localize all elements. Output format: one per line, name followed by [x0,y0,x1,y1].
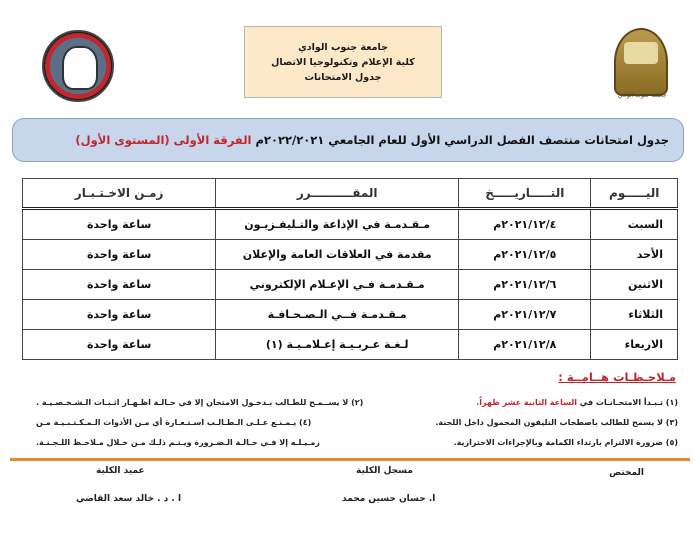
row-day: الاربعاء [591,330,678,360]
media-faculty-logo [42,30,114,102]
row-day: الثلاثاء [591,300,678,330]
dean-label: عميد الكلية [96,466,145,476]
university-logo [614,28,668,96]
row-course: لـغـة عـربـيـة إعـلامـيـة (١) [216,330,459,360]
specialist-label: المختص [609,468,644,478]
registrar-name: ا. حسان حسين محمد [342,494,436,504]
row-date: ٢٠٢١/١٢/٨م [459,330,591,360]
row-day: السبت [591,209,678,240]
schedule-title [12,118,684,162]
dean-name: ا . د . خالد سعد القاضي [76,494,182,504]
row-duration: ساعة واحدة [23,209,216,240]
divider-line [10,458,690,461]
header-course: المقــــــــــرر [216,179,459,209]
note-1-time: الساعة الثانية عشر ظهراً. [476,398,578,407]
title-level: الفرقة الأولى (المستوى الأول) [75,133,252,147]
university-name: جامعة جنوب الوادي [298,41,388,53]
row-course: مـقـدمـة فــي الـصـحـافـة [216,300,459,330]
table-row [23,209,678,240]
exam-schedule-table [22,178,678,360]
table-header-row [23,179,678,209]
registrar-label: مسجل الكلية [356,466,413,476]
faculty-name: كلية الإعلام وتكنولوجيا الاتصال [271,56,415,68]
note-5: (٥) ضرورة الالتزام بارتداء الكمامة وبالإجراءات الاحترازية. [453,438,678,447]
note-4-line-2: زمـيـلـه إلا فـي حـالـة الـضـرورة ويـتـم ذلـك مـن خـلال مـلاحـظ اللـجـنـة. [36,438,320,447]
row-duration: ساعة واحدة [23,240,216,270]
note-2: (٢) لا يســمـح للطـالب بـدخـول الامتحان إلا في حـالـة اظـهـار اثـبـات الـشـخـصـيـة . [36,398,364,407]
note-3: (٣) لا يسمح للطالب باصطحاب التليفون المحمول داخل اللجنة. [435,418,678,427]
row-date: ٢٠٢١/١٢/٤م [459,209,591,240]
row-day: الاثنين [591,270,678,300]
row-course: مـقـدمـة في الإذاعة والتـليفـزيـون [216,209,459,240]
row-duration: ساعة واحدة [23,330,216,360]
book-icon [624,42,658,64]
note-1-text: (١) تـبـدأ الامتحـانـات في [577,398,678,407]
header-date: التـــــاريـــــخ [459,179,591,209]
header-duration: زمـن الاخـتـبـار [23,179,216,209]
table-row [23,240,678,270]
microphone-icon [62,46,98,90]
row-date: ٢٠٢١/١٢/٦م [459,270,591,300]
row-date: ٢٠٢١/١٢/٧م [459,300,591,330]
note-1 [476,398,678,407]
row-duration: ساعة واحدة [23,270,216,300]
row-day: الأحد [591,240,678,270]
notes-title: مـلاحـظـات هــامــة : [558,370,676,384]
university-logo-caption: جامعة جنوب الوادي [617,92,667,99]
row-duration: ساعة واحدة [23,300,216,330]
title-main: جدول امتحانات منتصف الفصل الدراسي الأول للعام الجامعي ٢٠٢٢/٢٠٢١م [255,133,669,147]
schedule-label: جدول الامتحانات [304,71,382,83]
header-box [244,26,442,98]
table-row [23,300,678,330]
table-row [23,330,678,360]
row-date: ٢٠٢١/١٢/٥م [459,240,591,270]
row-course: مقدمة في العلاقات العامة والإعلان [216,240,459,270]
row-course: مـقـدمـة فـي الإعـلام الإلكتروني [216,270,459,300]
header-day: اليـــــوم [591,179,678,209]
note-4-line-1: (٤) يـمـنـع عـلـى الـطـالـب اسـتـعـارة أي مـن الأدوات الـمـكـتـبـيـة مـن [36,418,312,427]
table-row [23,270,678,300]
